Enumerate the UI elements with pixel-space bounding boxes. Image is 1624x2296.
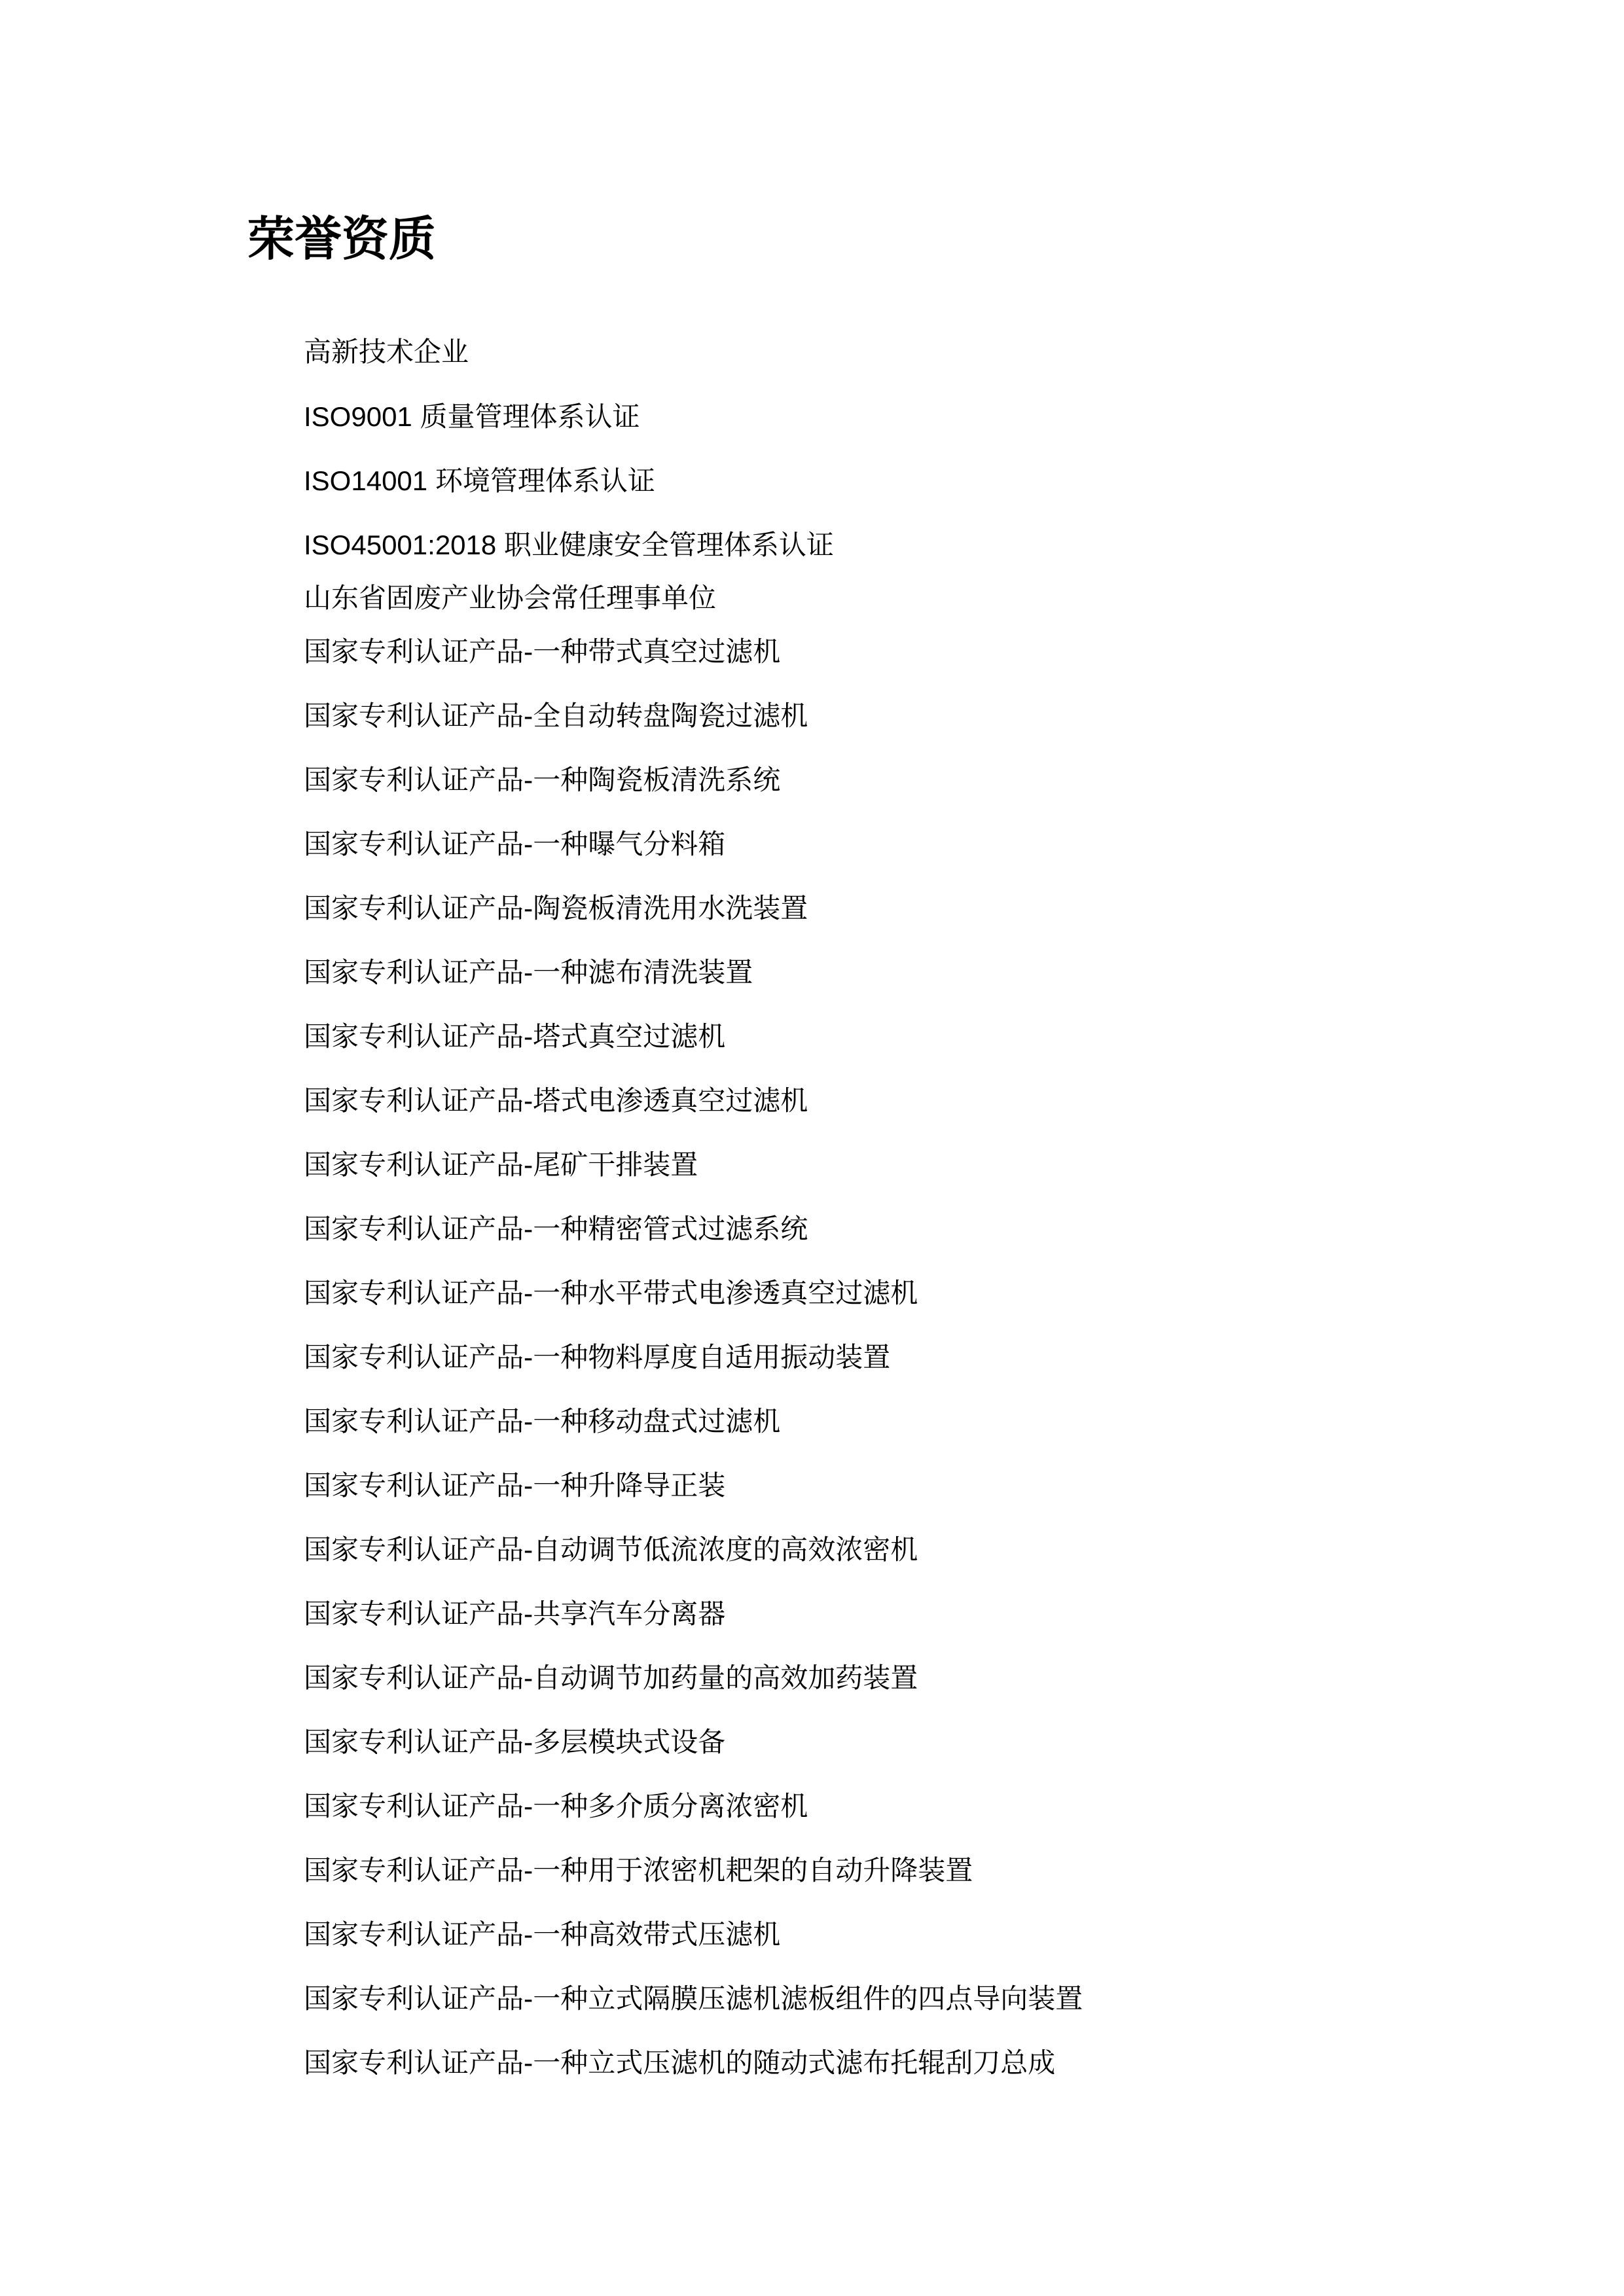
list-item-patent: 国家专利认证产品-一种多介质分离浓密机 [304,1790,808,1822]
list-item-patent: 国家专利认证产品-一种带式真空过滤机 [304,636,781,668]
list-item-patent: 国家专利认证产品-共享汽车分离器 [304,1598,726,1630]
list-item-patent: 国家专利认证产品-塔式真空过滤机 [304,1020,726,1052]
list-item-iso14001: ISO14001 环境管理体系认证 [304,465,655,496]
list-item-patent: 国家专利认证产品-尾矿干排装置 [304,1149,698,1181]
list-item-patent: 国家专利认证产品-一种水平带式电渗透真空过滤机 [304,1277,918,1309]
list-item-patent: 国家专利认证产品-多层模块式设备 [304,1726,726,1758]
list-item-patent: 国家专利认证产品-自动调节加药量的高效加药装置 [304,1662,918,1694]
list-item-patent: 国家专利认证产品-一种精密管式过滤系统 [304,1213,808,1245]
list-item-patent: 国家专利认证产品-自动调节低流浓度的高效浓密机 [304,1534,918,1566]
list-item-patent: 国家专利认证产品-一种用于浓密机耙架的自动升降装置 [304,1854,973,1886]
list-item-patent: 国家专利认证产品-一种曝气分料箱 [304,828,726,860]
list-item-iso9001: ISO9001 质量管理体系认证 [304,401,640,432]
list-item-patent: 国家专利认证产品-一种高效带式压滤机 [304,1918,781,1950]
list-item-patent: 国家专利认证产品-一种陶瓷板清洗系统 [304,764,781,796]
list-item-patent: 国家专利认证产品-一种物料厚度自适用振动装置 [304,1341,891,1373]
list-item-patent: 国家专利认证产品-陶瓷板清洗用水洗装置 [304,892,808,924]
list-item-patent: 国家专利认证产品-塔式电渗透真空过滤机 [304,1085,808,1117]
list-item-patent: 国家专利认证产品-一种滤布清洗装置 [304,956,753,988]
list-item-patent: 国家专利认证产品-一种立式压滤机的随动式滤布托辊刮刀总成 [304,2047,1056,2079]
list-item-association-member: 山东省固废产业协会常任理事单位 [304,582,717,614]
list-item-patent: 国家专利认证产品-一种立式隔膜压滤机滤板组件的四点导向装置 [304,1982,1083,2015]
list-item-patent: 国家专利认证产品-全自动转盘陶瓷过滤机 [304,700,808,732]
list-item-iso45001: ISO45001:2018 职业健康安全管理体系认证 [304,529,834,560]
list-item-high-tech-enterprise: 高新技术企业 [304,336,469,368]
page-title: 荣誉资质 [247,211,437,266]
list-item-patent: 国家专利认证产品-一种升降导正装 [304,1469,726,1501]
list-item-patent: 国家专利认证产品-一种移动盘式过滤机 [304,1405,781,1437]
